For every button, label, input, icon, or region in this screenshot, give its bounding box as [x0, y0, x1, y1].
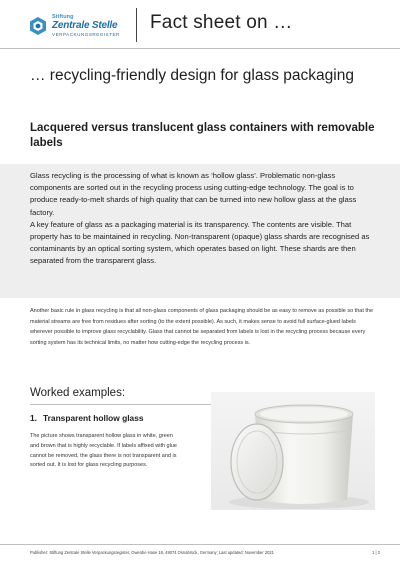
intro-paragraph: Glass recycling is the processing of what is known as ‘hollow glass’. Problematic non-glass components are sorted out in the recycling process using cutting-edge technology. The goal is to produce ready-to-melt shards of high quality that can be turned into new hollow glass at the glass factory. — [30, 171, 357, 217]
zsvr-logo — [28, 14, 138, 40]
worked-examples-title: Worked examples: — [30, 387, 126, 399]
header-rule — [0, 48, 400, 49]
intro-box — [0, 164, 400, 298]
header-title: Fact sheet on … — [150, 12, 293, 33]
example-number: 1. — [30, 413, 37, 423]
container-illustration — [211, 392, 375, 510]
page-footer — [30, 550, 380, 555]
glass-container-photo — [211, 392, 375, 510]
footer-publisher: Publisher: Stiftung Zentrale Stelle Verpackungsregister, Owerdie Hase 18, 49074 Osnabrück, Germany; Last updated: November 2021 — [30, 550, 274, 555]
example-text: The picture shows transparent hollow glass in white, green and brown that is highly recyclable. If labels affixed with glue cannot be removed, the glass there is not transparent and is sorted out. It is lost for glass recycling purposes. — [30, 433, 177, 469]
page-header — [0, 0, 400, 50]
logo-text-line2: Zentrale Stelle — [52, 20, 118, 31]
document-subtitle: Lacquered versus translucent glass containers with removable labels — [30, 122, 375, 149]
header-divider — [136, 8, 137, 42]
intro-paragraph: A key feature of glass as a packaging material is its transparency. The contents are visible. That property has to be maintained in recycling. Non-transparent (opaque) glass shards are recognised as contaminants by an optical sorting system, which operates based on light. These shards are then separated from the transparent glass. — [30, 219, 370, 266]
example-heading-text: Transparent hollow glass — [43, 413, 144, 423]
body-paragraph: Another basic rule in glass recycling is that all non-glass components of glass packaging should be as easy to remove as possible so that the material streams are free from residues after sorting (to the extent possible). As such, it makes sense to avoid full surface-glued labels wherever possible to improve glass recyclability. Glass that cannot be separated from labels is lost in the recycling process because every sorting system has its technical limits, no matter how cutting-edge the recycling process is. — [30, 308, 374, 346]
example-heading — [30, 413, 144, 423]
footer-rule — [0, 544, 400, 545]
logo-text-line3: VERPACKUNGSREGISTER — [52, 32, 120, 37]
logo-mark-icon — [28, 16, 48, 36]
page-number: 1 | 2 — [372, 550, 380, 555]
logo-text-line1: Stiftung — [52, 14, 74, 20]
document-title: … recycling-friendly design for glass packaging — [30, 67, 354, 84]
